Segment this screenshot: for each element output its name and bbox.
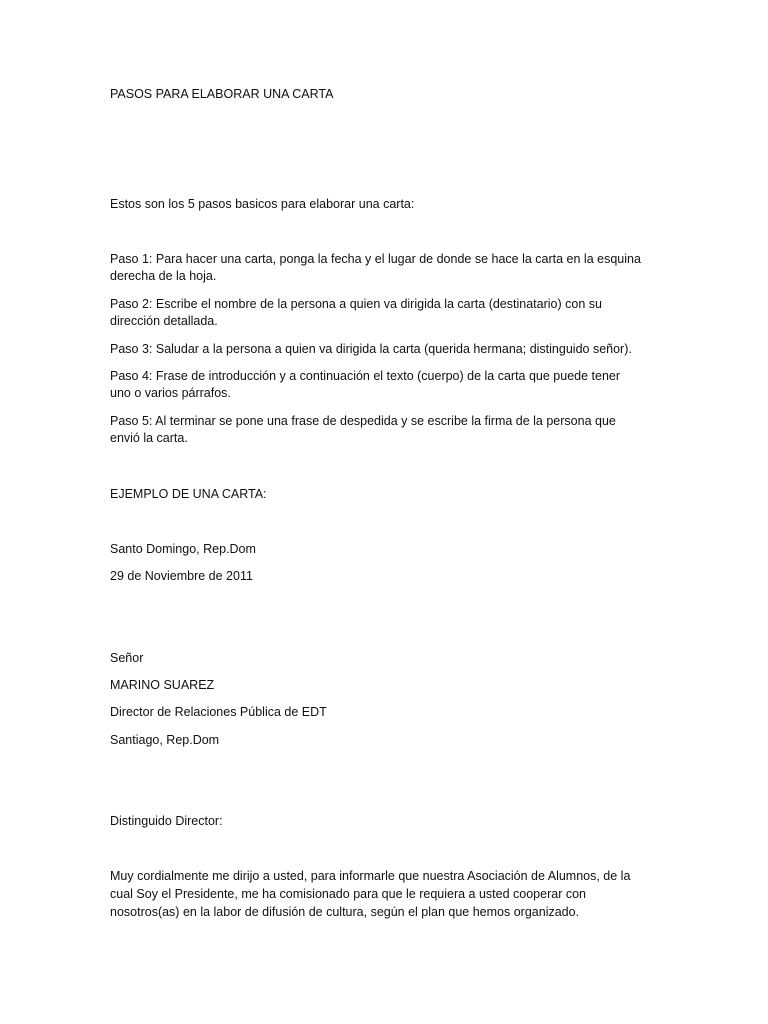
letter-date: 29 de Noviembre de 2011: [110, 569, 253, 583]
recipient-title: Señor: [110, 651, 144, 665]
document-title: PASOS PARA ELABORAR UNA CARTA: [110, 87, 334, 101]
step-2-line-1: Paso 2: Escribe el nombre de la persona a quien va dirigida la carta (destinatario) con su: [110, 297, 602, 311]
step-2-line-2: dirección detallada.: [110, 314, 218, 328]
step-4-line-1: Paso 4: Frase de introducción y a continuación el texto (cuerpo) de la carta que puede tener: [110, 369, 621, 383]
example-heading: EJEMPLO DE UNA CARTA:: [110, 487, 267, 501]
letter-salutation: Distinguido Director:: [110, 814, 223, 828]
step-5-line-1: Paso 5: Al terminar se pone una frase de despedida y se escribe la firma de la persona que: [110, 414, 616, 428]
step-3-line-1: Paso 3: Saludar a la persona a quien va dirigida la carta (querida hermana; distinguido señor).: [110, 342, 632, 356]
recipient-city: Santiago, Rep.Dom: [110, 733, 220, 747]
recipient-position: Director de Relaciones Pública de EDT: [110, 705, 327, 719]
letter-body-line-1: Muy cordialmente me dirijo a usted, para informarle que nuestra Asociación de Alumnos, de la: [110, 869, 631, 883]
recipient-name: MARINO SUAREZ: [110, 678, 215, 692]
step-1-line-2: derecha de la hoja.: [110, 269, 217, 283]
letter-place: Santo Domingo, Rep.Dom: [110, 542, 256, 556]
step-1-line-1: Paso 1: Para hacer una carta, ponga la fecha y el lugar de donde se hace la carta en la esquina: [110, 252, 641, 266]
step-4-line-2: uno o varios párrafos.: [110, 386, 231, 400]
intro-text: Estos son los 5 pasos basicos para elaborar una carta:: [110, 197, 415, 211]
step-5-line-2: envió la carta.: [110, 431, 188, 445]
letter-body-line-3: nosotros(as) en la labor de difusión de cultura, según el plan que hemos organizado.: [110, 905, 580, 919]
letter-body-line-2: cual Soy el Presidente, me ha comisionado para que le requiera a usted cooperar con: [110, 887, 586, 901]
